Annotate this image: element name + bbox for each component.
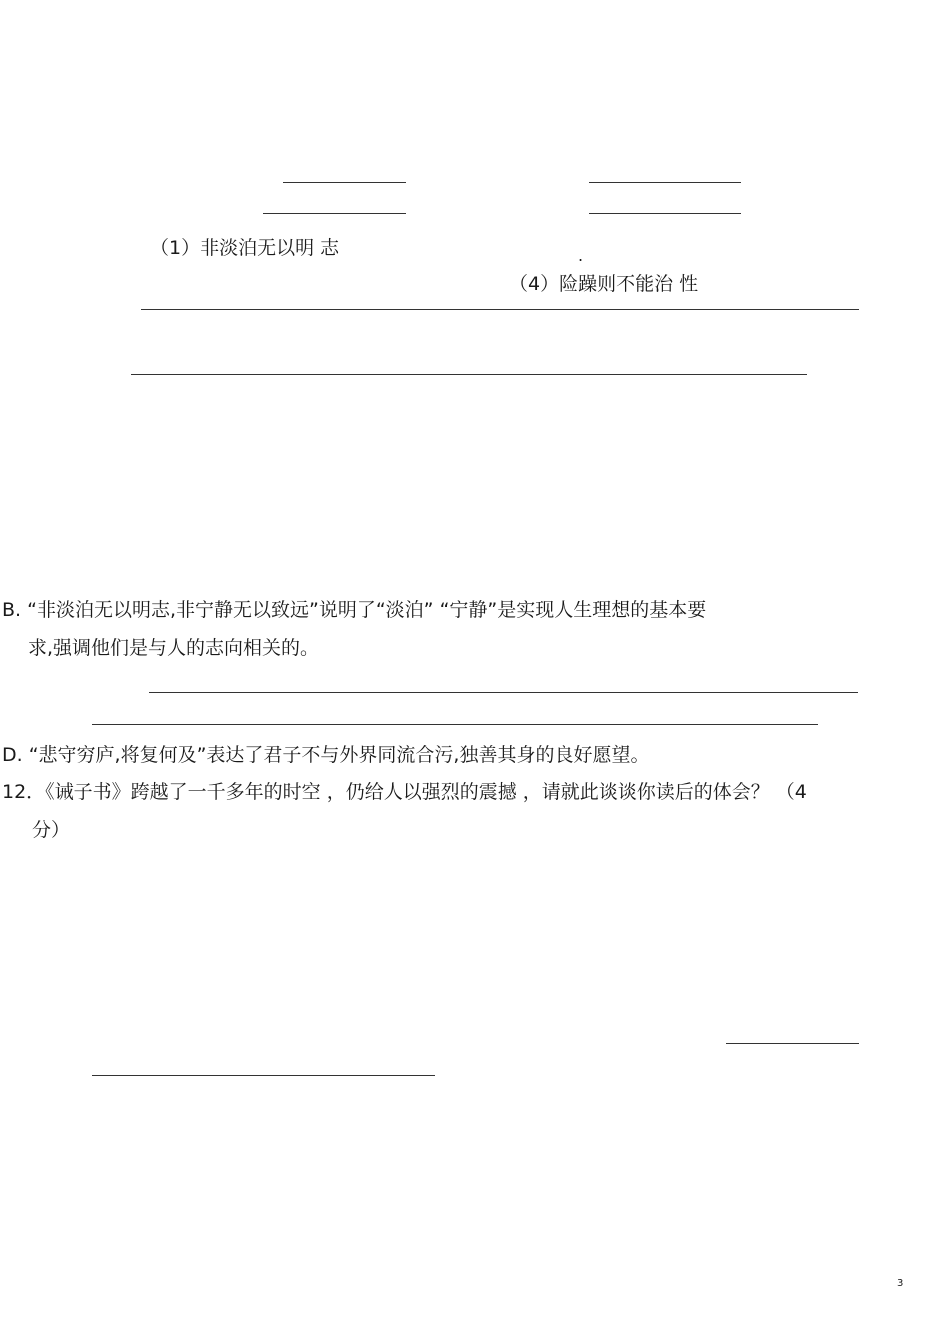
answer-line-2[interactable] <box>131 374 807 375</box>
answer-blank-3[interactable] <box>263 213 406 214</box>
option-d-line: D. “悲守穷庐,将复何及”表达了君子不与外界同流合污,独善其身的良好愿望。 <box>2 744 650 766</box>
question-12-line-2: 分） <box>32 819 71 841</box>
answer-line-6[interactable] <box>92 1075 435 1076</box>
option-b-line-1: B. “非淡泊无以明志,非宁静无以致远”说明了“淡泊” “宁静”是实现人生理想的基本要 <box>2 599 707 621</box>
option-b-line-2: 求,强调他们是与人的志向相关的。 <box>28 637 320 659</box>
marker-dot: . <box>578 246 584 265</box>
answer-blank-1[interactable] <box>283 182 406 183</box>
answer-line-1[interactable] <box>141 309 859 310</box>
answer-blank-4[interactable] <box>589 213 741 214</box>
answer-blank-2[interactable] <box>589 182 741 183</box>
item-1-text: （1）非淡泊无以明 志 <box>150 237 340 259</box>
answer-line-5[interactable] <box>726 1043 859 1044</box>
item-4-text: （4）险躁则不能治 性 <box>509 273 699 295</box>
answer-line-4[interactable] <box>92 724 818 725</box>
answer-line-3[interactable] <box>149 692 858 693</box>
page-number: 3 <box>897 1278 904 1289</box>
question-12-line-1: 12．《诫子书》跨越了一千多年的时空 ，仍给人以强烈的震撼 ，请就此谈谈你读后的体会？ （4 <box>2 781 807 803</box>
